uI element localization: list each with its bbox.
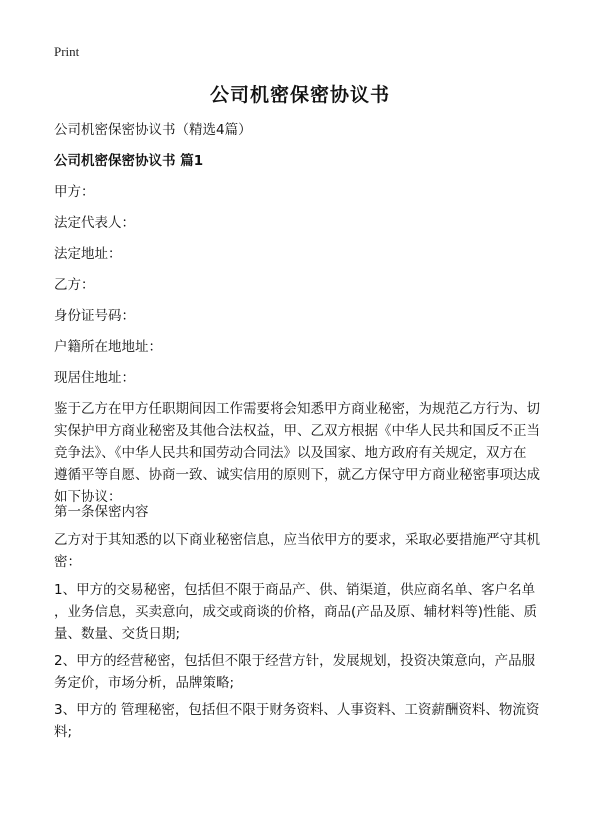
item-2-line: 2、甲方的经营秘密，包括但不限于经营方针，发展规划，投资决策意向，产品服: [54, 653, 536, 669]
preamble-line: 竞争法》、《中华人民共和国劳动合同法》以及国家、地方政府有关规定，双方在: [54, 445, 527, 461]
preamble-line: 遵循平等自愿、协商一致、诚实信用的原则下，就乙方保守甲方商业秘密事项达成: [54, 467, 540, 483]
item-1-line: 量、数量、交货日期;: [54, 626, 181, 642]
article-1-intro-line: 乙方对于其知悉的以下商业秘密信息，应当依甲方的要求，采取必要措施严守其机: [54, 532, 540, 548]
item-3-line: 料;: [54, 724, 73, 740]
article-1-title: 第一条保密内容: [54, 504, 149, 520]
party-b-field: 乙方：: [54, 277, 95, 293]
item-2-business-secrets: [54, 650, 554, 694]
preamble-line: 鉴于乙方在甲方任职期间因工作需要将会知悉甲方商业秘密，为规范乙方行为、切: [54, 401, 540, 417]
item-3-management-secrets: [54, 699, 554, 743]
item-1-line: ，业务信息，买卖意向，成交或商谈的价格，商品(产品及原、辅材料等)性能、质: [54, 604, 538, 620]
preamble-paragraph: [54, 398, 554, 508]
preamble-line: 如下协议：: [54, 489, 122, 505]
print-link[interactable]: Print: [54, 44, 80, 59]
document-title: 公司机密保密协议书: [209, 84, 390, 106]
document-subtitle: 公司机密保密协议书（精选4篇）: [54, 122, 252, 138]
household-address-field: 户籍所在地地址：: [54, 339, 162, 355]
item-1-trade-secrets: [54, 579, 554, 645]
item-3-line: 3、甲方的 管理秘密，包括但不限于财务资料、人事资料、工资薪酬资料、物流资: [54, 702, 540, 718]
legal-address-field: 法定地址：: [54, 246, 122, 262]
article-1-intro: [54, 529, 554, 573]
preamble-line: 实保护甲方商业秘密及其他合法权益，甲、乙双方根据《中华人民共和国反不正当: [54, 423, 540, 439]
party-a-field: 甲方：: [54, 184, 95, 200]
item-1-line: 1、甲方的交易秘密，包括但不限于商品产、供、销渠道，供应商名单、客户名单: [54, 582, 536, 598]
article-1-intro-line: 密：: [54, 554, 81, 570]
section-heading: 公司机密保密协议书 篇1: [54, 153, 204, 169]
current-address-field: 现居住地址：: [54, 370, 135, 386]
item-2-line: 务定价，市场分析，品牌策略;: [54, 675, 235, 691]
id-number-field: 身份证号码：: [54, 308, 135, 324]
legal-representative-field: 法定代表人：: [54, 215, 135, 231]
